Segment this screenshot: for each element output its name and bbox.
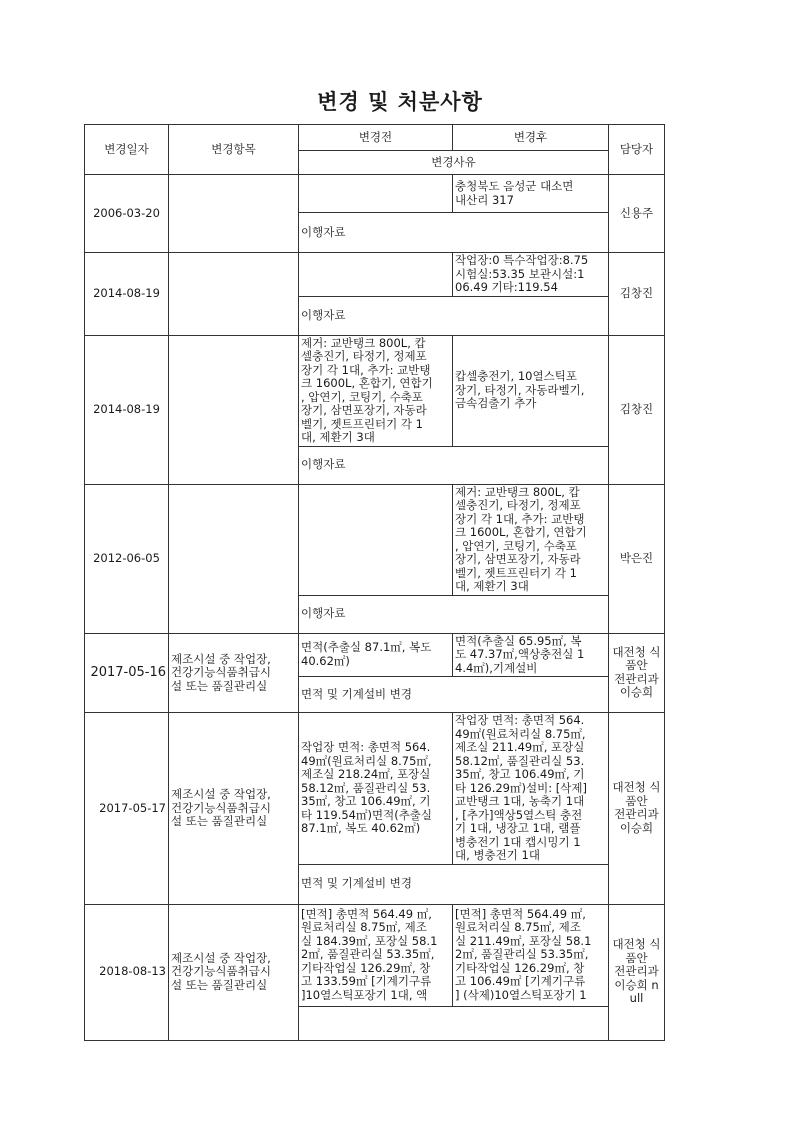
table-row [85, 175, 665, 213]
record-date: 2014-08-19 [85, 335, 169, 484]
table-row [85, 713, 665, 865]
record-item: 제조시설 중 작업장, 건강기능식품취급시 설 또는 품질관리실 [169, 633, 299, 713]
record-item [169, 335, 299, 484]
record-reason: 면적 및 기계설비 변경 [299, 677, 609, 713]
record-reason: 면적 및 기계설비 변경 [299, 864, 609, 904]
record-manager: 대전청 식품안 전관리과 이승희 null [609, 904, 665, 1040]
record-before: 제거: 교반탱크 800L, 캅 셀충진기, 타정기, 정제포 장기 각 1대, 추가: 교반탱 크 1600L, 혼합기, 연합기 , 압연기, 코팅기, 수축포 장기, 삼면포장기, 자동라 벨기, 젯트프린터기 각 1 대, 제환기 3대 [299, 335, 453, 446]
record-after: 제거: 교반탱크 800L, 캅 셀충진기, 타정기, 정제포 장기 각 1대, 추가: 교반탱 크 1600L, 혼합기, 연합기 , 압연기, 코팅기, 수축포 장기, 삼면포장기, 자동라 벨기, 젯트프린터기 각 1 대, 제환기 3대 [453, 484, 609, 595]
record-after: 면적(추출실 65.95㎡, 복 도 47.37㎡,액상충전실 1 4.4㎡),기계설비 [453, 633, 609, 677]
record-after: 작업장 면적: 총면적 564. 49㎡(원료처리실 8.75㎡, 제조실 211.49㎡, 포장실 58.12㎡, 품질관리실 53. 35㎡, 창고 106.49㎡, 기 타 126.29㎡)설비: [삭제] 교반탱크 1대, 농축기 1대 , [추가]액상5열스틱 충전 기 1대, 냉장고 1대, 램플 병충전기 1대 캡시밍기 1 대, 병충전기 1대 [453, 713, 609, 865]
record-before [299, 253, 453, 297]
header-manager: 담당자 [609, 125, 665, 175]
record-manager: 대전청 식품안 전관리과 이승희 [609, 633, 665, 713]
header-after: 변경후 [453, 125, 609, 151]
record-before [299, 175, 453, 213]
record-reason: 이행자료 [299, 213, 609, 253]
record-manager: 신용주 [609, 175, 665, 253]
header-reason: 변경사유 [299, 151, 609, 175]
record-before: 작업장 면적: 총면적 564. 49㎡(원료처리실 8.75㎡, 제조실 218.24㎡, 포장실 58.12㎡, 품질관리실 53. 35㎡, 창고 106.49㎡, 기 타 119.54㎡)면적(추출실 87.1㎡, 복도 40.62㎡) [299, 713, 453, 865]
record-reason [299, 1006, 609, 1040]
record-item [169, 484, 299, 633]
record-item: 제조시설 중 작업장, 건강기능식품취급시 설 또는 품질관리실 [169, 904, 299, 1040]
record-before [299, 484, 453, 595]
table-row [85, 253, 665, 297]
table-row [85, 484, 665, 595]
record-date: 2006-03-20 [85, 175, 169, 253]
record-date: 2017-05-17 [85, 713, 169, 905]
record-item [169, 253, 299, 336]
record-manager: 대전청 식품안 전관리과 이승희 [609, 713, 665, 905]
record-manager: 김창진 [609, 335, 665, 484]
record-after: 캅셀충전기, 10열스틱포 장기, 타정기, 자동라벨기, 금속검출기 추가 [453, 335, 609, 446]
table-row [85, 335, 665, 446]
record-manager: 박은진 [609, 484, 665, 633]
record-before: [면적] 총면적 564.49 ㎡, 원료처리실 8.75㎡, 제조 실 184.39㎡, 포장실 58.1 2㎡, 품질관리실 53.35㎡, 기타작업실 126.29㎡, 창 고 133.59㎡ [기계기구류 ]10열스틱포장기 1대, 액 [299, 904, 453, 1006]
header-item: 변경항목 [169, 125, 299, 175]
record-reason: 이행자료 [299, 595, 609, 633]
record-before: 면적(추출실 87.1㎡, 복도 40.62㎡) [299, 633, 453, 677]
record-after: [면적] 총면적 564.49 ㎡, 원료처리실 8.75㎡, 제조 실 211.49㎡, 포장실 58.1 2㎡, 품질관리실 53.35㎡, 기타작업실 126.29㎡, 창 고 106.49㎡ [기계기구류 ] (삭제)10열스틱포장기 1 [453, 904, 609, 1006]
change-history-table [84, 124, 665, 1041]
record-date: 2014-08-19 [85, 253, 169, 336]
header-date: 변경일자 [85, 125, 169, 175]
record-date: 2018-08-13 [85, 904, 169, 1040]
record-item: 제조시설 중 작업장, 건강기능식품취급시 설 또는 품질관리실 [169, 713, 299, 905]
record-reason: 이행자료 [299, 446, 609, 484]
record-manager: 김창진 [609, 253, 665, 336]
record-reason: 이행자료 [299, 296, 609, 335]
record-after: 작업장:0 특수작업장:8.75 시험실:53.35 보관시설:1 06.49 기타:119.54 [453, 253, 609, 297]
header-before: 변경전 [299, 125, 453, 151]
table-row [85, 633, 665, 677]
record-date: 2017-05-16 [85, 633, 169, 713]
page-title: 변경 및 처분사항 [317, 90, 483, 114]
record-after: 충청북도 음성군 대소면 내산리 317 [453, 175, 609, 213]
table-row [85, 904, 665, 1006]
record-item [169, 175, 299, 253]
record-date: 2012-06-05 [85, 484, 169, 633]
